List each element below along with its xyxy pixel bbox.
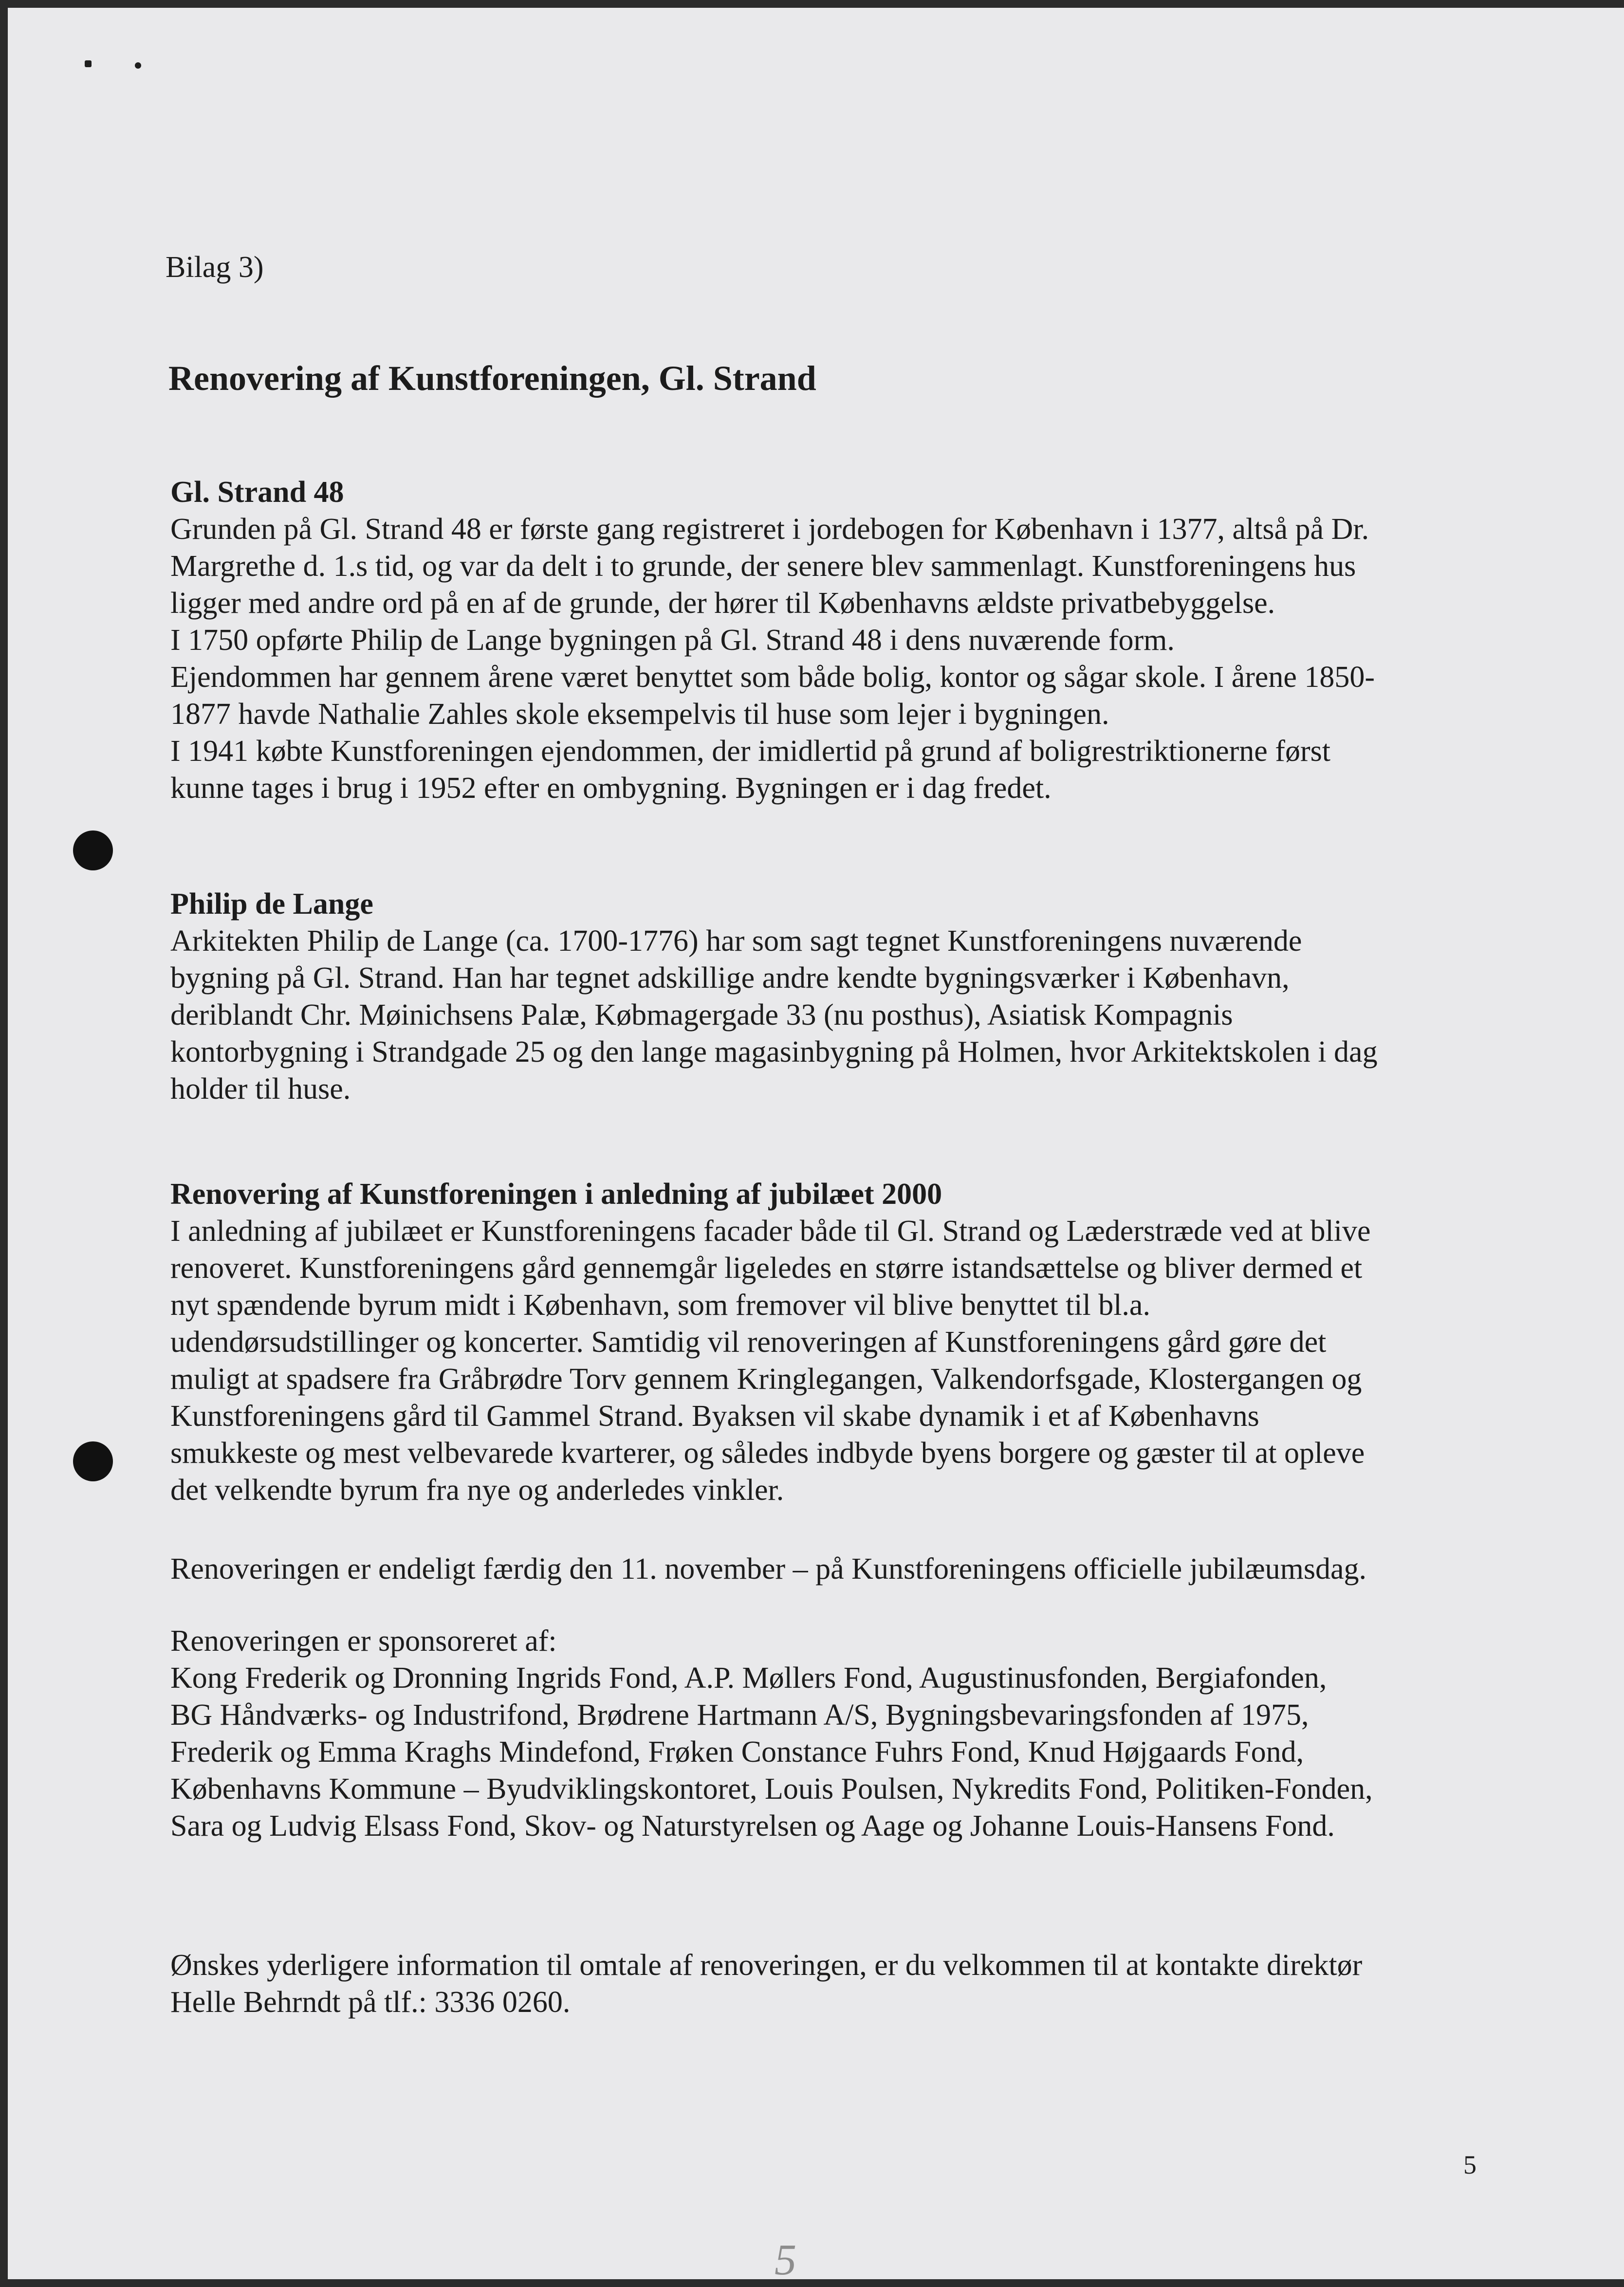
sponsor-line: Københavns Kommune – Byudviklingskontoret, Louis Poulsen, Nykredits Fond, Politiken-Fonden, [170,1772,1373,1806]
sponsors-paragraph [170,1624,1373,1846]
paragraph-line: renoveret. Kunstforeningens gård gennemgår ligeledes en større istandsættelse og bliver dermed et [170,1252,1363,1285]
section-renovation-jubilee [170,1177,1371,1510]
paragraph-line: ligger med andre ord på en af de grunde, der hører til Københavns ældste privatbebyggelse. [170,587,1275,620]
punch-hole [73,830,113,870]
paragraph-line: I 1941 købte Kunstforeningen ejendommen, der imidlertid på grund af boligrestriktionerne først [170,735,1330,768]
page-number: 5 [1463,2150,1476,2179]
paragraph-line: Renoveringen er endeligt færdig den 11. november – på Kunstforeningens officielle jubilæumsdag. [170,1552,1367,1586]
staple-mark [85,60,92,67]
paragraph-line: bygning på Gl. Strand. Han har tegnet adskillige andre kendte bygningsværker i København, [170,961,1290,995]
paragraph-line: Helle Behrndt på tlf.: 3336 0260. [170,1986,571,2019]
sponsor-line: Kong Frederik og Dronning Ingrids Fond, A.P. Møllers Fond, Augustinusfonden, Bergiafonden, [170,1661,1327,1695]
paragraph-line: udendørsudstillinger og koncerter. Samtidig vil renoveringen af Kunstforeningens gård gøre det [170,1326,1327,1359]
paragraph-line: Margrethe d. 1.s tid, og var da delt i to grunde, der senere blev sammenlagt. Kunstforeningens hus [170,550,1356,583]
paragraph-line: Arkitekten Philip de Lange (ca. 1700-1776) har som sagt tegnet Kunstforeningens nuværende [170,924,1302,958]
appendix-label: Bilag 3) [166,251,264,284]
sponsor-line: BG Håndværks- og Industrifond, Brødrene Hartmann A/S, Bygningsbevaringsfonden af 1975, [170,1698,1309,1732]
paragraph-line: nyt spændende byrum midt i København, som fremover vil blive benyttet til bl.a. [170,1289,1150,1322]
paragraph-line: I 1750 opførte Philip de Lange bygningen på Gl. Strand 48 i dens nuværende form. [170,624,1175,657]
paragraph-line: Ønskes yderligere information til omtale af renoveringen, er du velkommen til at kontakte direktør [170,1949,1363,1982]
completion-paragraph [170,1552,1366,1589]
document-page [8,8,1624,2284]
paragraph-line: Grunden på Gl. Strand 48 er første gang registreret i jordebogen for København i 1377, altså på Dr. [170,513,1369,546]
paragraph-line: kontorbygning i Strandgade 25 og den lange magasinbygning på Holmen, hvor Arkitektskolen i dag [170,1035,1378,1069]
section-philip-de-lange [170,887,1378,1109]
staple-mark [135,62,141,69]
sponsor-line: Sara og Ludvig Elsass Fond, Skov- og Naturstyrelsen og Aage og Johanne Louis-Hansens Fond. [170,1809,1335,1843]
paragraph-line: Ejendommen har gennem årene været benyttet som både bolig, kontor og sågar skole. I årene 1850- [170,661,1375,694]
paragraph-line: holder til huse. [170,1072,351,1106]
section-gl-strand-48 [170,475,1375,808]
section-heading: Philip de Lange [170,887,373,921]
paragraph-line: smukkeste og mest velbevarede kvarterer, og således indbyde byens borgere og gæster til at opleve [170,1437,1365,1470]
contact-paragraph [170,1948,1362,2022]
section-heading: Gl. Strand 48 [170,476,344,509]
punch-hole [73,1441,113,1481]
paragraph-line: deriblandt Chr. Møinichsens Palæ, Købmagergade 33 (nu posthus), Asiatisk Kompagnis [170,998,1233,1032]
handwritten-page-number: 5 [775,2236,796,2284]
paragraph-line: muligt at spadsere fra Gråbrødre Torv gennem Kringlegangen, Valkendorfsgade, Klostergangen og [170,1363,1362,1396]
paragraph-line: Kunstforeningens gård til Gammel Strand. Byaksen vil skabe dynamik i et af Københavns [170,1400,1259,1433]
paragraph-line: 1877 havde Nathalie Zahles skole eksempelvis til huse som lejer i bygningen. [170,698,1109,731]
sponsor-line: Frederik og Emma Kraghs Mindefond, Frøken Constance Fuhrs Fond, Knud Højgaards Fond, [170,1735,1304,1769]
document-title: Renovering af Kunstforeningen, Gl. Strand [168,359,816,398]
paragraph-line: kunne tages i brug i 1952 efter en ombygning. Bygningen er i dag fredet. [170,772,1052,805]
sponsors-intro: Renoveringen er sponsoreret af: [170,1624,557,1658]
paragraph-line: I anledning af jubilæet er Kunstforeningens facader både til Gl. Strand og Læderstræde ved at blive [170,1215,1371,1248]
section-heading: Renovering af Kunstforeningen i anledning af jubilæet 2000 [170,1178,942,1211]
paragraph-line: det velkendte byrum fra nye og anderledes vinkler. [170,1474,784,1507]
